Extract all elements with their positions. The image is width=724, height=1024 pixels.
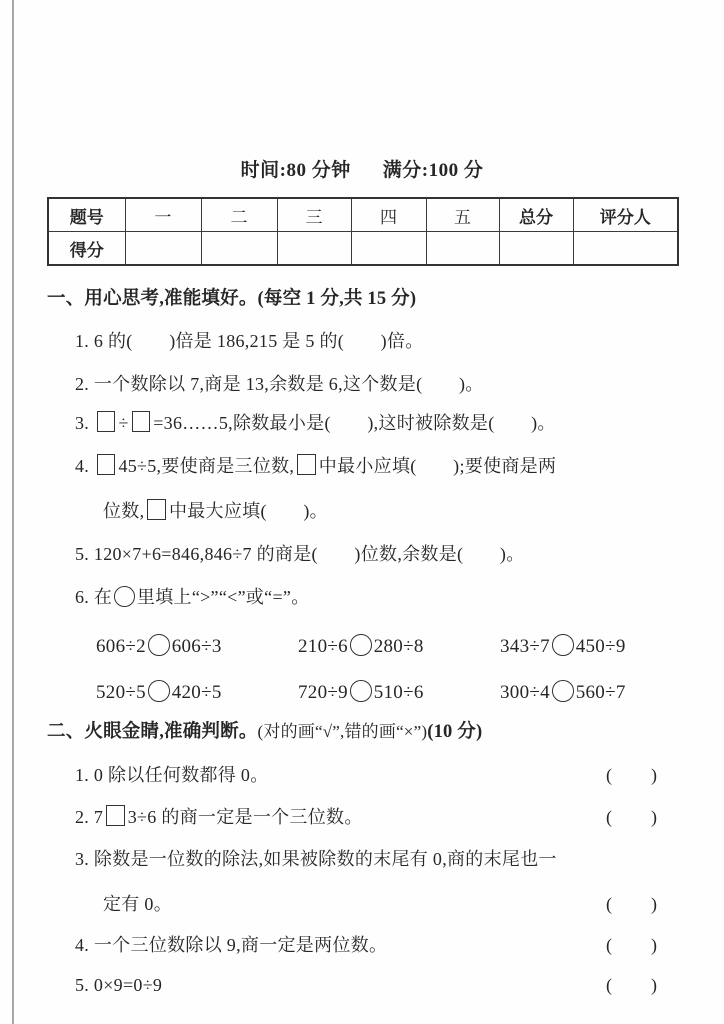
score-table — [47, 197, 679, 266]
blank-box — [97, 454, 116, 475]
header-cell-question-number: 题号 — [48, 198, 125, 232]
answer-parens-q4: ( ) — [606, 935, 658, 955]
compare-circle — [552, 634, 574, 656]
section2-question-3-line1: 3. 除数是一位数的除法,如果被除数的末尾有 0,商的末尾也一 — [75, 849, 557, 869]
score-table-header-row — [48, 198, 678, 232]
comparison-item: 343÷7 450÷9 — [500, 636, 626, 657]
section1-question-6: 6. 在 里填上“>”“<”或“=”。 — [75, 587, 310, 607]
score-row-label: 得分 — [48, 232, 125, 266]
section2-title-note: (对的画“√”,错的画“×”) — [257, 722, 428, 741]
comparison-item: 720÷9 510÷6 — [298, 682, 424, 703]
section2-question-1: 1. 0 除以任何数都得 0。 — [75, 765, 269, 785]
score-blank-cell — [351, 232, 426, 266]
blank-box — [106, 805, 125, 826]
score-blank-cell — [201, 232, 277, 266]
section2-title-main: 二、火眼金睛,准确判断。 — [47, 722, 258, 742]
answer-parens-q2: ( ) — [606, 807, 658, 827]
section1-question-4-line2: 位数, 中最大应填( )。 — [103, 501, 328, 521]
section1-question-1: 1. 6 的( )倍是 186,215 是 5 的( )倍。 — [75, 331, 424, 351]
section2-question-2: 2. 7 3÷6 的商一定是一个三位数。 — [75, 807, 363, 827]
section1-question-4-line1: 4. 45÷5,要使商是三位数, 中最小应填( );要使商是两 — [75, 456, 557, 476]
comparison-item: 210÷6 280÷8 — [298, 636, 424, 657]
score-blank-cell — [573, 232, 678, 266]
header-cell-part4: 四 — [351, 198, 426, 232]
header-cell-grader: 评分人 — [573, 198, 678, 232]
score-row — [48, 232, 678, 266]
compare-circle — [350, 634, 372, 656]
time-limit-label: 时间:80 分钟 — [240, 160, 351, 181]
section1-question-2: 2. 一个数除以 7,商是 13,余数是 6,这个数是( )。 — [75, 374, 484, 394]
blank-box — [132, 411, 151, 432]
answer-parens-q5: ( ) — [606, 975, 658, 995]
comparison-item: 300÷4 560÷7 — [500, 682, 626, 703]
score-blank-cell — [499, 232, 573, 266]
blank-box — [147, 499, 166, 520]
header-cell-total: 总分 — [499, 198, 573, 232]
header-cell-part2: 二 — [201, 198, 277, 232]
section2-question-4: 4. 一个三位数除以 9,商一定是两位数。 — [75, 935, 388, 955]
blank-box — [97, 411, 116, 432]
section2-title — [47, 719, 482, 745]
exam-info-line — [0, 155, 724, 182]
header-cell-part3: 三 — [277, 198, 351, 232]
score-blank-cell — [125, 232, 201, 266]
header-cell-part5: 五 — [426, 198, 499, 232]
section2-title-score: (10 分) — [427, 722, 483, 742]
answer-parens-q3: ( ) — [606, 894, 658, 914]
answer-parens-q1: ( ) — [606, 765, 658, 785]
compare-circle — [552, 680, 574, 702]
section2-question-5: 5. 0×9=0÷9 — [75, 975, 163, 995]
section1-title: 一、用心思考,准能填好。(每空 1 分,共 15 分) — [47, 289, 417, 309]
score-blank-cell — [426, 232, 499, 266]
score-blank-cell — [277, 232, 351, 266]
scan-edge-line — [12, 0, 14, 1024]
section1-question-5: 5. 120×7+6=846,846÷7 的商是( )位数,余数是( )。 — [75, 544, 525, 564]
compare-circle — [114, 586, 135, 607]
full-score-label: 满分:100 分 — [382, 160, 484, 181]
section1-question-3: 3. ÷ =36……5,除数最小是( ),这时被除数是( )。 — [75, 413, 556, 433]
header-cell-part1: 一 — [125, 198, 201, 232]
compare-circle — [148, 680, 170, 702]
compare-circle — [148, 634, 170, 656]
comparison-item: 520÷5 420÷5 — [96, 682, 222, 703]
section2-question-3-line2: 定有 0。 — [103, 894, 172, 914]
compare-circle — [350, 680, 372, 702]
blank-box — [297, 454, 316, 475]
comparison-item: 606÷2 606÷3 — [96, 636, 222, 657]
